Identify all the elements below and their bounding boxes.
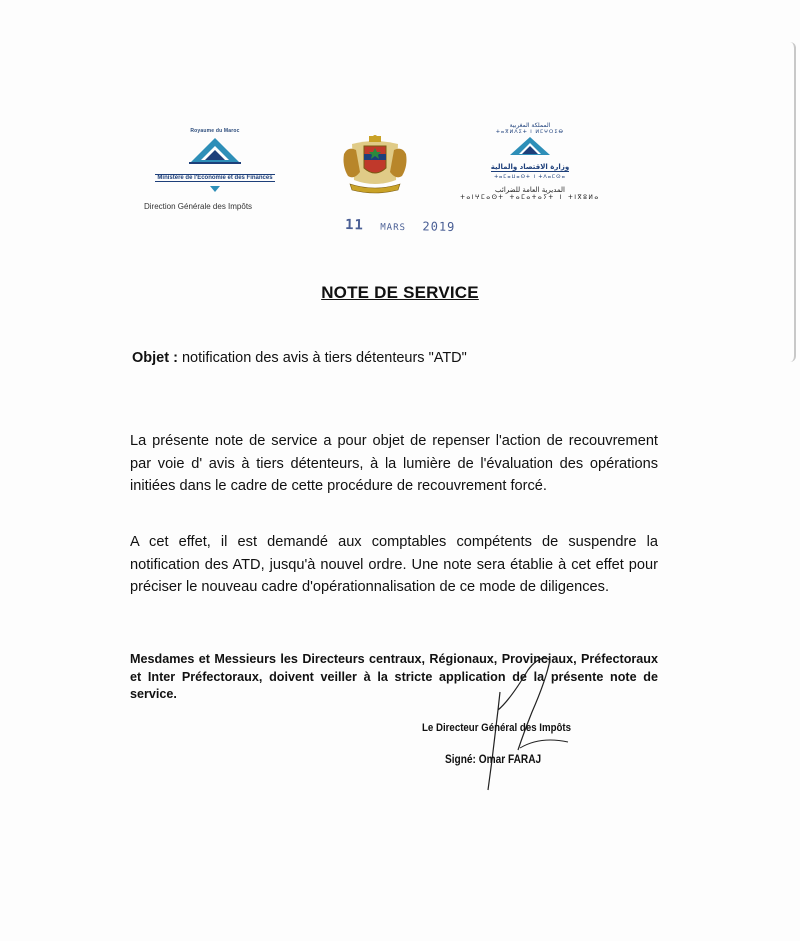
tifinagh-direction-label: ⵜⴰⵏⵖⵎⴰⵙⵜ ⵜⴰⵎⴰⵜⴰⵢⵜ ⵏ ⵜⵏⴳⵓⵍⴰ (460, 194, 600, 201)
ministere-label: Ministère de l'Economie et des Finances (157, 175, 273, 181)
royal-crest-icon (338, 134, 412, 196)
stamp-day: 11 (344, 217, 365, 234)
paragraph-3: Mesdames et Messieurs les Directeurs centraux, Régionaux, Provinciaux, Préfectoraux et Inter Préfectoraux, doivent veiller à la stricte application de la présente note de service. (130, 652, 658, 701)
tifinagh-ministere-label: ⵜⴰⵎⴰⵡⴰⵙⵜ ⵏ ⵜⴷⴰⵎⵙⴰ (494, 174, 566, 180)
objet-label: Objet : (132, 350, 178, 366)
arabic-ministere-label: وزارة الاقتصاد والمالية (490, 163, 570, 171)
date-stamp (345, 217, 456, 235)
stamp-year: 2019 (422, 219, 456, 234)
paragraph-1: La présente note de service a pour objet de repenser l'action de recouvrement par voie d' avis à tiers détenteurs, à la lumière de l'évaluation des opérations initiées dans le cadre de cette procédure de recouvrement forcé. (130, 433, 658, 494)
objet-line (132, 350, 467, 366)
header-right-block (455, 122, 605, 201)
stamp-month: MARS (380, 222, 407, 234)
header-left-block (140, 128, 290, 211)
document-title: NOTE DE SERVICE (321, 283, 479, 302)
dgi-logo-right-icon (505, 136, 555, 156)
signatory-title: Le Directeur Général des Impôts (422, 722, 572, 734)
down-triangle-icon (210, 186, 220, 192)
handwritten-signature (400, 640, 620, 800)
arabic-royaume-label: المملكة المغربية (509, 122, 551, 129)
royaume-label: Royaume du Maroc (190, 128, 240, 134)
direction-label: Direction Générale des Impôts (144, 202, 253, 211)
tifinagh-royaume-label: ⵜⴰⴳⵍⴷⵉⵜ ⵏ ⵍⵎⵖⵔⵉⴱ (496, 129, 564, 135)
dgi-logo-icon (185, 136, 245, 166)
paragraph-2: A cet effet, il est demandé aux comptables compétents de suspendre la notification des ATD, jusqu'à nouvel ordre. Une note sera établie à cet effet pour préciser le nouveau cadre d'opérationnalisation de ce mode de diligences. (130, 534, 658, 595)
scroll-indicator[interactable] (788, 42, 796, 362)
signatory-name: Signé: Omar FARAJ (445, 754, 542, 766)
arabic-direction-label: المديرية العامة للضرائب (495, 186, 565, 194)
objet-text: notification des avis à tiers détenteurs "ATD" (181, 350, 467, 366)
